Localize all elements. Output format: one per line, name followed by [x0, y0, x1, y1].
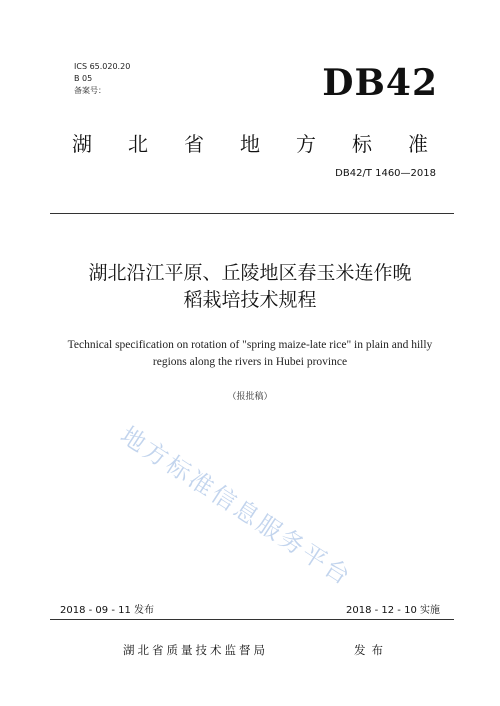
implement-date: 2018 - 12 - 10 实施: [345, 605, 440, 616]
title-en-line-1: Technical specification on rotation of "spring maize-late rice" in plain and hilly: [67, 339, 433, 351]
header-divider: [50, 213, 454, 214]
watermark: 地方标准信息服务平台: [115, 421, 358, 592]
footer-divider: [50, 619, 454, 620]
ccs-code: B 05: [74, 74, 93, 83]
title-cn-line-2: 稻栽培技术规程: [183, 289, 317, 311]
issue-label: 发布: [354, 643, 389, 657]
standard-code-logo: DB42: [322, 62, 438, 104]
title-cn-line-1: 湖北沿江平原、丘陵地区春玉米连作晚: [88, 262, 412, 284]
issuing-authority: 湖北省质量技术监督局: [123, 643, 268, 657]
ics-code: ICS 65.020.20: [74, 62, 131, 71]
standard-number: DB42/T 1460—2018: [335, 168, 436, 179]
publish-date: 2018 - 09 - 11 发布: [60, 605, 155, 616]
draft-status: （报批稿）: [227, 392, 273, 402]
record-number-label: 备案号：: [74, 86, 106, 95]
standard-type-heading: 湖北省地方标准: [72, 132, 464, 156]
title-en-line-2: regions along the rivers in Hubei province: [152, 356, 348, 368]
